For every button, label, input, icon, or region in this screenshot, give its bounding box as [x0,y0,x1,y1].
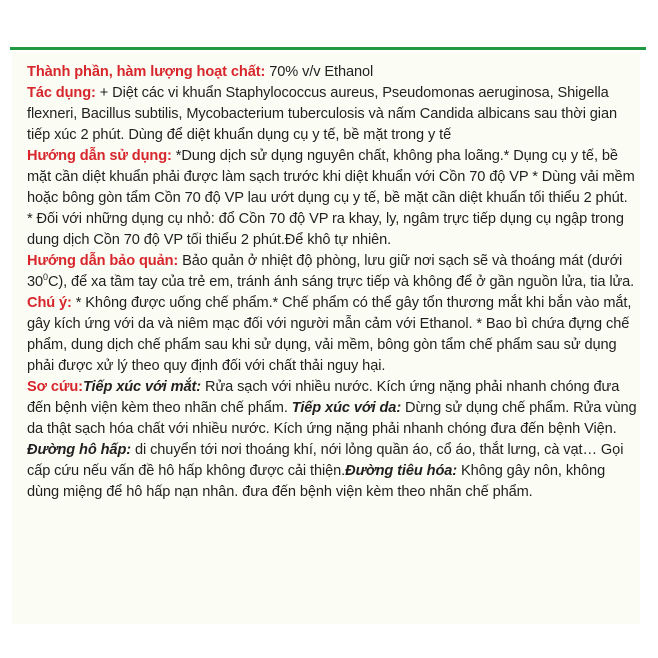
effects-text: + Diệt các vi khuẩn Staphylococcus aureus, Pseudomonas aeruginosa, Shigella flexneri, Bacillus subtilis, Mycobacterium tuberculosis và nấm Candida albicans sau thời gian tiếp xúc 2 phút. Dùng để diệt khuẩn dụng cụ y tế, bề mặt trong y tế [27,85,617,143]
eye-contact-text: Rửa sạch với nhiều nước. Kích ứng nặng phải nhanh chóng đưa đến bệnh viện kèm theo nhãn chế phẩm. [27,379,620,416]
storage-paragraph [27,251,637,293]
ingestion-label: Đường tiêu hóa: [345,463,458,479]
degree-superscript: 0 [43,272,48,283]
skin-contact-label: Tiếp xúc với da: [291,400,402,416]
green-header-rule [10,47,646,50]
caution-paragraph [27,293,637,377]
caution-heading: Chú ý: [27,295,72,311]
usage-heading: Hướng dẫn sử dụng: [27,148,172,164]
storage-text-before: Bảo quản ở nhiệt độ phòng, lưu giữ nơi sạch sẽ và thoáng mát (dưới 30 [27,253,623,290]
effects-paragraph [27,83,637,146]
ingredients-paragraph [27,62,637,83]
inhalation-label: Đường hô hấp: [27,442,132,458]
effects-heading: Tác dụng: [27,85,96,101]
first-aid-heading: Sơ cứu: [27,379,83,395]
ingredients-text: 70% v/v Ethanol [265,64,374,80]
first-aid-paragraph [27,377,637,503]
caution-text: * Không được uống chế phẩm.* Chế phẩm có thể gây tổn thương mắt khi bắn vào mắt, gây kích ứng với da và niêm mạc đối với người mẫn cảm với Ethanol. * Bao bì chứa đựng chế phẩm, dung dịch chế phẩm sau khi sử dụng, vải mềm, bông gòn tẩm chế phẩm sau sử dụng phải được xử lý theo quy định đối với chất thải nguy hại. [27,295,632,374]
usage-paragraph [27,146,637,251]
eye-contact-label: Tiếp xúc với mắt: [82,379,202,395]
ingestion-text: Không gây nôn, không dùng miệng để hô hấp nạn nhân. đưa đến bệnh viện kèm theo nhãn chế phẩm. [27,463,606,500]
label-text-block [27,62,637,503]
storage-text-after: C), để xa tầm tay của trẻ em, tránh ánh sáng trực tiếp và không để ở gần nguồn lửa, tia lửa. [47,274,635,290]
storage-heading: Hướng dẫn bảo quản: [27,253,179,269]
ingredients-heading: Thành phần, hàm lượng hoạt chất: [27,64,266,80]
usage-text: *Dung dịch sử dụng nguyên chất, không pha loãng.* Dụng cụ y tế, bề mặt cần diệt khuẩn phải được làm sạch trước khi diệt khuẩn với Cồn 70 độ VP * Dùng vải mềm hoặc bông gòn tẩm Cồn 70 độ VP lau ướt dụng cụ y tế, bề mặt cần diệt khuẩn tối thiểu 2 phút. * Đối với những dụng cụ nhỏ: đổ Cồn 70 độ VP ra khay, ly, ngâm trực tiếp dụng cụ ngập trong dung dịch Cồn 70 độ VP tối thiểu 2 phút.Để khô tự nhiên. [27,148,635,248]
skin-contact-text: Dừng sử dụng chế phẩm. Rửa vùng da thật sạch hóa chất với nhiều nước. Kích ứng nặng phải nhanh chóng đưa đến bệnh Viện. [27,400,637,437]
inhalation-text: di chuyển tới nơi thoáng khí, nới lỏng quần áo, cổ áo, thắt lưng, cà vạt… Gọi cấp cứu nếu vấn đề hô hấp không được cải thiện. [27,442,624,479]
